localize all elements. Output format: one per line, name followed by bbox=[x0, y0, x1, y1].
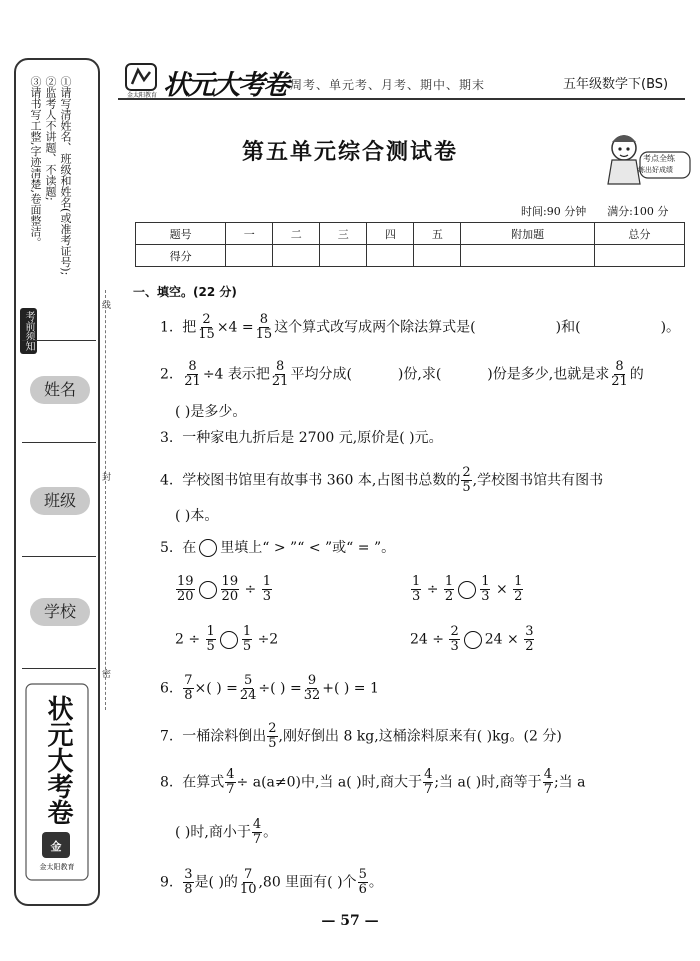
question-text: 是( )的 bbox=[194, 874, 238, 891]
fraction: $\frac{9}{32}$ bbox=[303, 673, 321, 703]
fraction: $\frac{4}{7}$ bbox=[424, 767, 433, 797]
question-4 bbox=[160, 466, 603, 495]
score-table-score-row bbox=[136, 245, 685, 267]
question-text: 平均分成( bbox=[290, 366, 352, 383]
notice-line-2: ②监考人不讲题、不读题; bbox=[44, 76, 57, 201]
compare-circle[interactable] bbox=[458, 581, 476, 599]
compare-circle-icon bbox=[199, 539, 217, 557]
question-text: ;当 a bbox=[553, 774, 586, 791]
question-text: ,刚好倒出 8 kg,这桶涂料原来有( )kg。(2 分) bbox=[278, 728, 562, 745]
school-field[interactable]: 学校 bbox=[30, 598, 90, 626]
sidebar-divider bbox=[22, 556, 96, 557]
question-text: 里填上“ > ”“ < ”或“ = ”。 bbox=[220, 540, 396, 556]
question-8-line-2 bbox=[175, 818, 277, 847]
question-number: 5. bbox=[160, 540, 174, 556]
compare-circle[interactable] bbox=[220, 631, 238, 649]
question-number: 9. bbox=[160, 874, 174, 891]
fraction: $\frac{4}{7}$ bbox=[543, 767, 552, 797]
question-8 bbox=[160, 768, 585, 797]
question-text: ×4 = bbox=[216, 319, 254, 336]
question-text: ( )时,商小于 bbox=[175, 824, 251, 841]
score-row-label: 得分 bbox=[136, 245, 226, 267]
question-text: ÷ a(a≠0)中,当 a( )时,商大于 bbox=[236, 774, 423, 791]
section-title: 一、填空。(22 分) bbox=[133, 285, 237, 299]
svg-text:金: 金 bbox=[50, 840, 62, 853]
compare-item-c: 2 ÷ $\frac{1}{5}$ $\frac{1}{5}$ ÷2 bbox=[175, 624, 279, 654]
score-table bbox=[135, 222, 685, 267]
score-cell[interactable] bbox=[594, 245, 684, 267]
score-table-header-cell: 一 bbox=[226, 223, 273, 245]
compare-circle[interactable] bbox=[199, 581, 217, 599]
compare-circle[interactable] bbox=[464, 631, 482, 649]
notice-line-3: ③请书写工整,字迹清楚,卷面整洁。 bbox=[29, 76, 42, 248]
question-text: 的 bbox=[629, 366, 644, 383]
score-table-header-cell: 三 bbox=[320, 223, 367, 245]
fraction: $\frac{4}{7}$ bbox=[226, 767, 235, 797]
question-text: )和( bbox=[555, 319, 581, 336]
score-table-header-row bbox=[136, 223, 685, 245]
question-text: 这个算式改写成两个除法算式是( bbox=[274, 319, 476, 336]
fraction: $\frac{8}{21}$ bbox=[271, 359, 289, 389]
question-text: ,80 里面有( )个 bbox=[258, 874, 357, 891]
mascot-caption-1: 考点全练 bbox=[643, 154, 675, 163]
score-cell[interactable] bbox=[320, 245, 367, 267]
compare-item-b: $\frac{1}{3}$ ÷ $\frac{1}{2}$ $\frac{1}{3}$ × $\frac{1}{2}$ bbox=[412, 574, 523, 604]
question-text: )份是多少,也就是求 bbox=[487, 366, 610, 383]
score-cell[interactable] bbox=[414, 245, 461, 267]
question-text: ;当 a( )时,商等于 bbox=[434, 774, 542, 791]
fraction: $\frac{3}{8}$ bbox=[184, 867, 193, 897]
score-table-header-cell: 题号 bbox=[136, 223, 226, 245]
question-text: ÷4 表示把 bbox=[202, 366, 270, 383]
question-text: 在 bbox=[182, 540, 197, 556]
question-7 bbox=[160, 722, 562, 751]
sidebar-divider bbox=[22, 442, 96, 443]
question-text: +( ) = 1 bbox=[322, 680, 379, 697]
exam-time: 时间:90 分钟 bbox=[521, 205, 587, 218]
fraction: $\frac{2}{5}$ bbox=[268, 721, 277, 751]
question-text: 学校图书馆里有故事书 360 本,占图书总数的 bbox=[182, 472, 461, 489]
cut-line bbox=[105, 290, 106, 710]
sidebar-publisher: 金太阳教育 bbox=[39, 863, 75, 871]
fraction: $\frac{8}{15}$ bbox=[255, 312, 273, 342]
question-2-line-2: ( )是多少。 bbox=[175, 404, 247, 420]
page-number: — 57 — bbox=[321, 913, 379, 929]
question-number: 2. bbox=[160, 366, 174, 383]
name-field[interactable]: 姓名 bbox=[30, 376, 90, 404]
question-number: 3. bbox=[160, 430, 174, 446]
header-divider bbox=[118, 98, 685, 100]
question-1 bbox=[160, 313, 680, 342]
exam-full-score: 满分:100 分 bbox=[607, 205, 669, 218]
fraction: $\frac{2}{5}$ bbox=[462, 465, 471, 495]
notice-title: 考前须知 bbox=[20, 308, 37, 354]
cut-char: 线 bbox=[102, 301, 112, 311]
class-field[interactable]: 班级 bbox=[30, 487, 90, 515]
compare-item-a: $\frac{19}{20}$ $\frac{19}{20}$ ÷ $\frac{1}{3}$ bbox=[177, 574, 272, 604]
question-text: ,学校图书馆共有图书 bbox=[472, 472, 604, 489]
score-table-header-cell: 附加题 bbox=[461, 223, 594, 245]
question-text: 在算式 bbox=[182, 774, 225, 791]
question-number: 1. bbox=[160, 319, 174, 336]
fraction: $\frac{7}{8}$ bbox=[184, 673, 193, 703]
cut-char: 封 bbox=[102, 473, 112, 483]
question-text: ÷( ) = bbox=[258, 680, 302, 697]
sidebar-divider bbox=[22, 340, 96, 341]
question-text: )份,求( bbox=[397, 366, 442, 383]
score-cell[interactable] bbox=[461, 245, 594, 267]
fraction: $\frac{5}{6}$ bbox=[358, 867, 367, 897]
question-number: 6. bbox=[160, 680, 174, 697]
score-cell[interactable] bbox=[226, 245, 273, 267]
header-publisher: 金太阳教育 bbox=[126, 92, 157, 99]
fraction: $\frac{2}{15}$ bbox=[198, 312, 215, 342]
score-table-header-cell: 五 bbox=[414, 223, 461, 245]
question-text: 一种家电九折后是 2700 元,原价是( )元。 bbox=[182, 430, 443, 446]
exam-info bbox=[521, 203, 668, 219]
question-6 bbox=[160, 674, 379, 703]
question-9 bbox=[160, 868, 383, 897]
sidebar-logo-text: 状元大考卷 bbox=[43, 695, 73, 825]
mascot-caption-2: 练出好成绩 bbox=[638, 166, 673, 174]
fraction: $\frac{5}{24}$ bbox=[239, 673, 257, 703]
fraction: $\frac{8}{21}$ bbox=[184, 359, 201, 389]
compare-item-d: 24 ÷ $\frac{2}{3}$ 24 × $\frac{3}{2}$ bbox=[410, 624, 534, 654]
notice-line-1: ①请写清姓名、班级和姓名(或准考证号); bbox=[59, 76, 72, 276]
score-table-header-cell: 四 bbox=[367, 223, 414, 245]
question-text: 一桶涂料倒出 bbox=[182, 728, 267, 745]
question-4-line-2: ( )本。 bbox=[175, 508, 219, 524]
score-cell[interactable] bbox=[273, 245, 320, 267]
header-logo-text: 状元大考卷 bbox=[163, 70, 288, 101]
fraction: $\frac{8}{21}$ bbox=[611, 359, 628, 389]
question-number: 4. bbox=[160, 472, 174, 489]
question-text: 把 bbox=[182, 319, 197, 336]
question-number: 8. bbox=[160, 774, 174, 791]
question-3 bbox=[160, 428, 443, 448]
question-text: )。 bbox=[660, 319, 681, 336]
question-text: 。 bbox=[263, 824, 278, 841]
score-table-header-cell: 总分 bbox=[594, 223, 684, 245]
question-number: 7. bbox=[160, 728, 174, 745]
score-cell[interactable] bbox=[367, 245, 414, 267]
header-tagline: 周考、单元考、月考、期中、期末 bbox=[290, 78, 486, 92]
cut-char: 密 bbox=[102, 670, 112, 680]
fraction: $\frac{7}{10}$ bbox=[239, 867, 257, 897]
fraction: $\frac{4}{7}$ bbox=[252, 817, 262, 847]
sidebar-divider bbox=[22, 668, 96, 669]
page-title: 第五单元综合测试卷 bbox=[241, 140, 458, 165]
question-5 bbox=[160, 538, 395, 558]
score-table-header-cell: 二 bbox=[273, 223, 320, 245]
grade-label: 五年级数学下(BS) bbox=[563, 77, 669, 92]
question-text: ×( ) = bbox=[194, 680, 238, 697]
question-text: 。 bbox=[368, 874, 383, 891]
question-2 bbox=[160, 360, 644, 389]
